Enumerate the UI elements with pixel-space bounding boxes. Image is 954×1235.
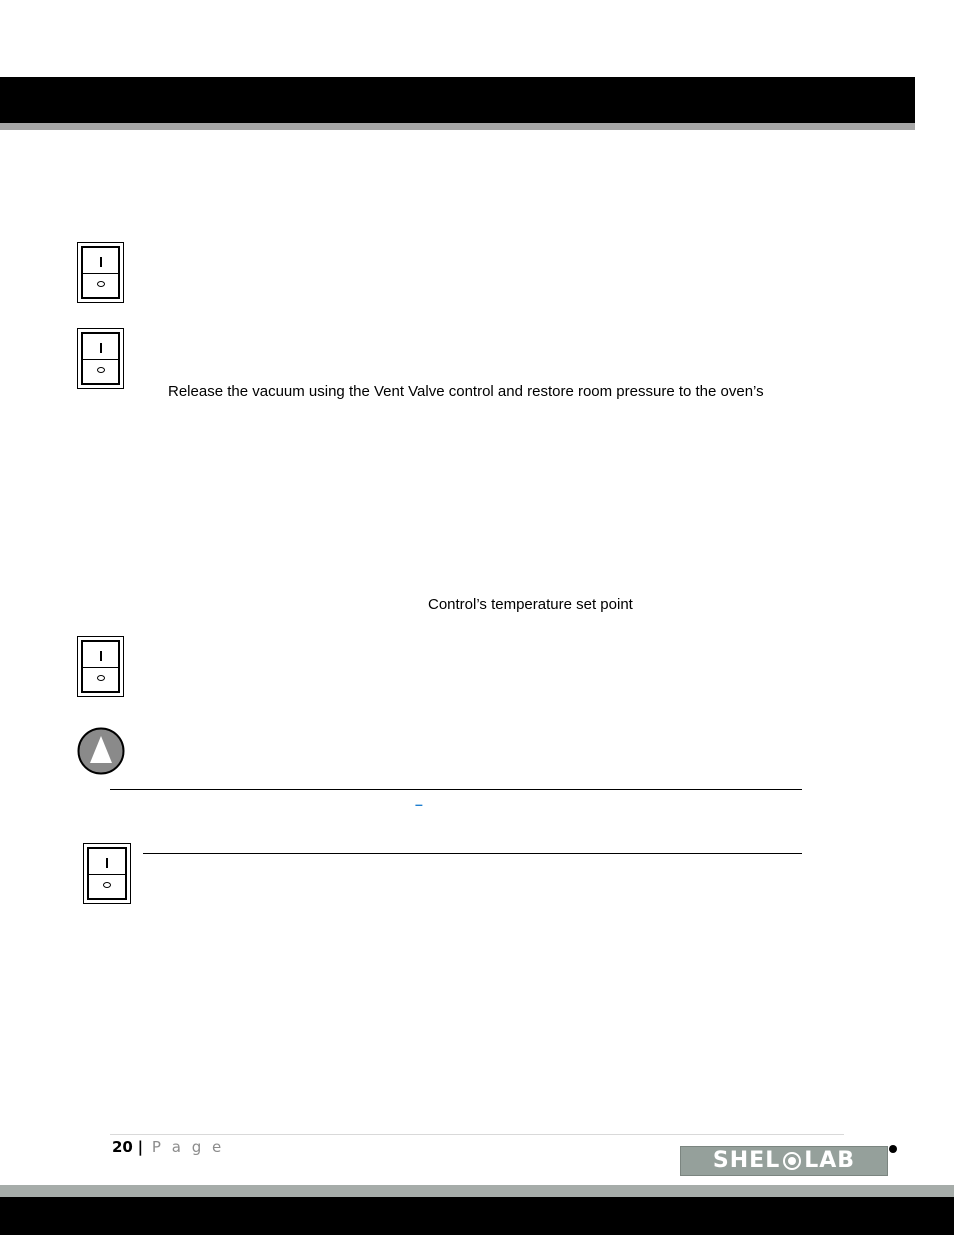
- footer-rule: [110, 1134, 844, 1135]
- logo-left-text: SHEL: [712, 1148, 781, 1173]
- warning-triangle-icon: [77, 727, 125, 775]
- header-rule: [0, 123, 915, 130]
- dash-mark: –: [415, 796, 423, 812]
- footer-black-band: [0, 1197, 954, 1235]
- power-switch-icon: [77, 328, 124, 389]
- section-divider: [110, 789, 802, 790]
- logo-right-text: LAB: [804, 1148, 856, 1173]
- power-switch-icon: [77, 636, 124, 697]
- footer-gray-band: [0, 1185, 954, 1197]
- setpoint-text: Control’s temperature set point: [428, 596, 633, 613]
- power-switch-icon: [77, 242, 124, 303]
- registered-mark-icon: [889, 1145, 897, 1153]
- page-separator: |: [137, 1138, 144, 1156]
- header-bar: [0, 77, 915, 123]
- vent-instruction-text: Release the vacuum using the Vent Valve control and restore room pressure to the oven’s: [168, 383, 764, 400]
- logo-dot-icon: [783, 1152, 801, 1170]
- page-number-value: 20: [112, 1138, 133, 1156]
- page-label: P a g e: [151, 1138, 225, 1156]
- power-switch-icon: [83, 843, 131, 904]
- section-divider: [143, 853, 802, 854]
- page-number: [112, 1137, 224, 1157]
- shellab-logo: [680, 1146, 888, 1176]
